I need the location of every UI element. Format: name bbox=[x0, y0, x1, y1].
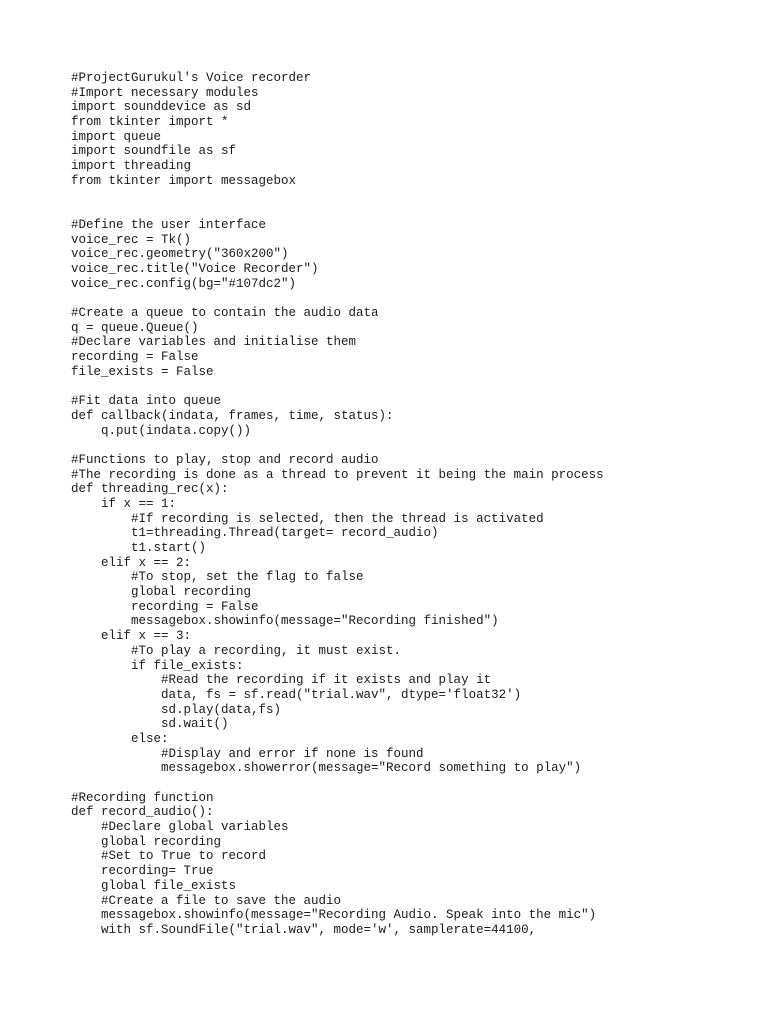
code-line: def callback(indata, frames, time, status): bbox=[71, 408, 394, 423]
code-line: voice_rec.title("Voice Recorder") bbox=[71, 261, 319, 276]
code-line: import threading bbox=[71, 159, 192, 174]
code-line: #Read the recording if it exists and play it bbox=[71, 673, 492, 688]
code-line: voice_rec.config(bg="#107dc2") bbox=[71, 276, 297, 291]
code-listing bbox=[71, 71, 761, 938]
code-line: import sounddevice as sd bbox=[71, 100, 252, 115]
code-line: #Declare variables and initialise them bbox=[71, 335, 357, 350]
code-line bbox=[71, 438, 761, 453]
code-line: q.put(indata.copy()) bbox=[71, 423, 252, 438]
code-line: sd.play(data,fs) bbox=[71, 702, 282, 717]
code-line: #Fit data into queue bbox=[71, 394, 222, 409]
code-line: #Create a queue to contain the audio data bbox=[71, 306, 379, 320]
code-line: #Declare global variables bbox=[71, 820, 289, 835]
code-line: global recording bbox=[71, 585, 252, 600]
code-line: recording = False bbox=[71, 350, 199, 365]
code-line: t1.start() bbox=[71, 541, 207, 555]
code-line: voice_rec.geometry("360x200") bbox=[71, 247, 289, 262]
code-line: #Set to True to record bbox=[71, 849, 267, 864]
code-line: #Create a file to save the audio bbox=[71, 893, 342, 908]
code-line bbox=[71, 291, 761, 306]
code-line: else: bbox=[71, 731, 169, 746]
code-line: if x == 1: bbox=[71, 496, 177, 511]
code-line: sd.wait() bbox=[71, 717, 229, 732]
code-line: #To stop, set the flag to false bbox=[71, 570, 364, 585]
code-line: elif x == 2: bbox=[71, 555, 192, 570]
code-line: elif x == 3: bbox=[71, 629, 192, 644]
code-line: import queue bbox=[71, 129, 162, 144]
code-line: from tkinter import messagebox bbox=[71, 173, 297, 188]
code-line: import soundfile as sf bbox=[71, 144, 237, 159]
code-line bbox=[71, 203, 761, 218]
code-line: #ProjectGurukul's Voice recorder bbox=[71, 71, 312, 85]
code-line bbox=[71, 379, 761, 394]
code-line: global file_exists bbox=[71, 878, 237, 893]
code-line: with sf.SoundFile("trial.wav", mode='w', samplerate=44100, bbox=[71, 922, 537, 937]
code-line: def record_audio(): bbox=[71, 805, 214, 820]
code-line bbox=[71, 776, 761, 791]
code-line bbox=[71, 189, 761, 204]
code-line: #Display and error if none is found bbox=[71, 746, 424, 761]
code-line: #If recording is selected, then the thread is activated bbox=[71, 511, 544, 526]
code-line: messagebox.showerror(message="Record something to play") bbox=[71, 761, 582, 776]
code-line: messagebox.showinfo(message="Recording Audio. Speak into the mic") bbox=[71, 908, 597, 923]
code-line: voice_rec = Tk() bbox=[71, 232, 192, 247]
code-line: #The recording is done as a thread to prevent it being the main process bbox=[71, 467, 604, 482]
code-line: def threading_rec(x): bbox=[71, 482, 229, 497]
code-line: recording = False bbox=[71, 599, 259, 614]
code-line: file_exists = False bbox=[71, 364, 214, 379]
code-line: #Import necessary modules bbox=[71, 85, 259, 100]
code-line: recording= True bbox=[71, 864, 214, 879]
code-line: t1=threading.Thread(target= record_audio) bbox=[71, 526, 439, 541]
code-line: #Recording function bbox=[71, 790, 214, 805]
code-line: #To play a recording, it must exist. bbox=[71, 643, 402, 658]
code-line: from tkinter import * bbox=[71, 115, 229, 130]
code-line: data, fs = sf.read("trial.wav", dtype='float32') bbox=[71, 687, 522, 702]
code-line: messagebox.showinfo(message="Recording finished") bbox=[71, 614, 499, 629]
code-line: global recording bbox=[71, 834, 222, 849]
code-line: q = queue.Queue() bbox=[71, 320, 199, 335]
code-line: #Define the user interface bbox=[71, 217, 267, 232]
code-line: #Functions to play, stop and record audio bbox=[71, 452, 379, 467]
code-line: if file_exists: bbox=[71, 658, 244, 673]
